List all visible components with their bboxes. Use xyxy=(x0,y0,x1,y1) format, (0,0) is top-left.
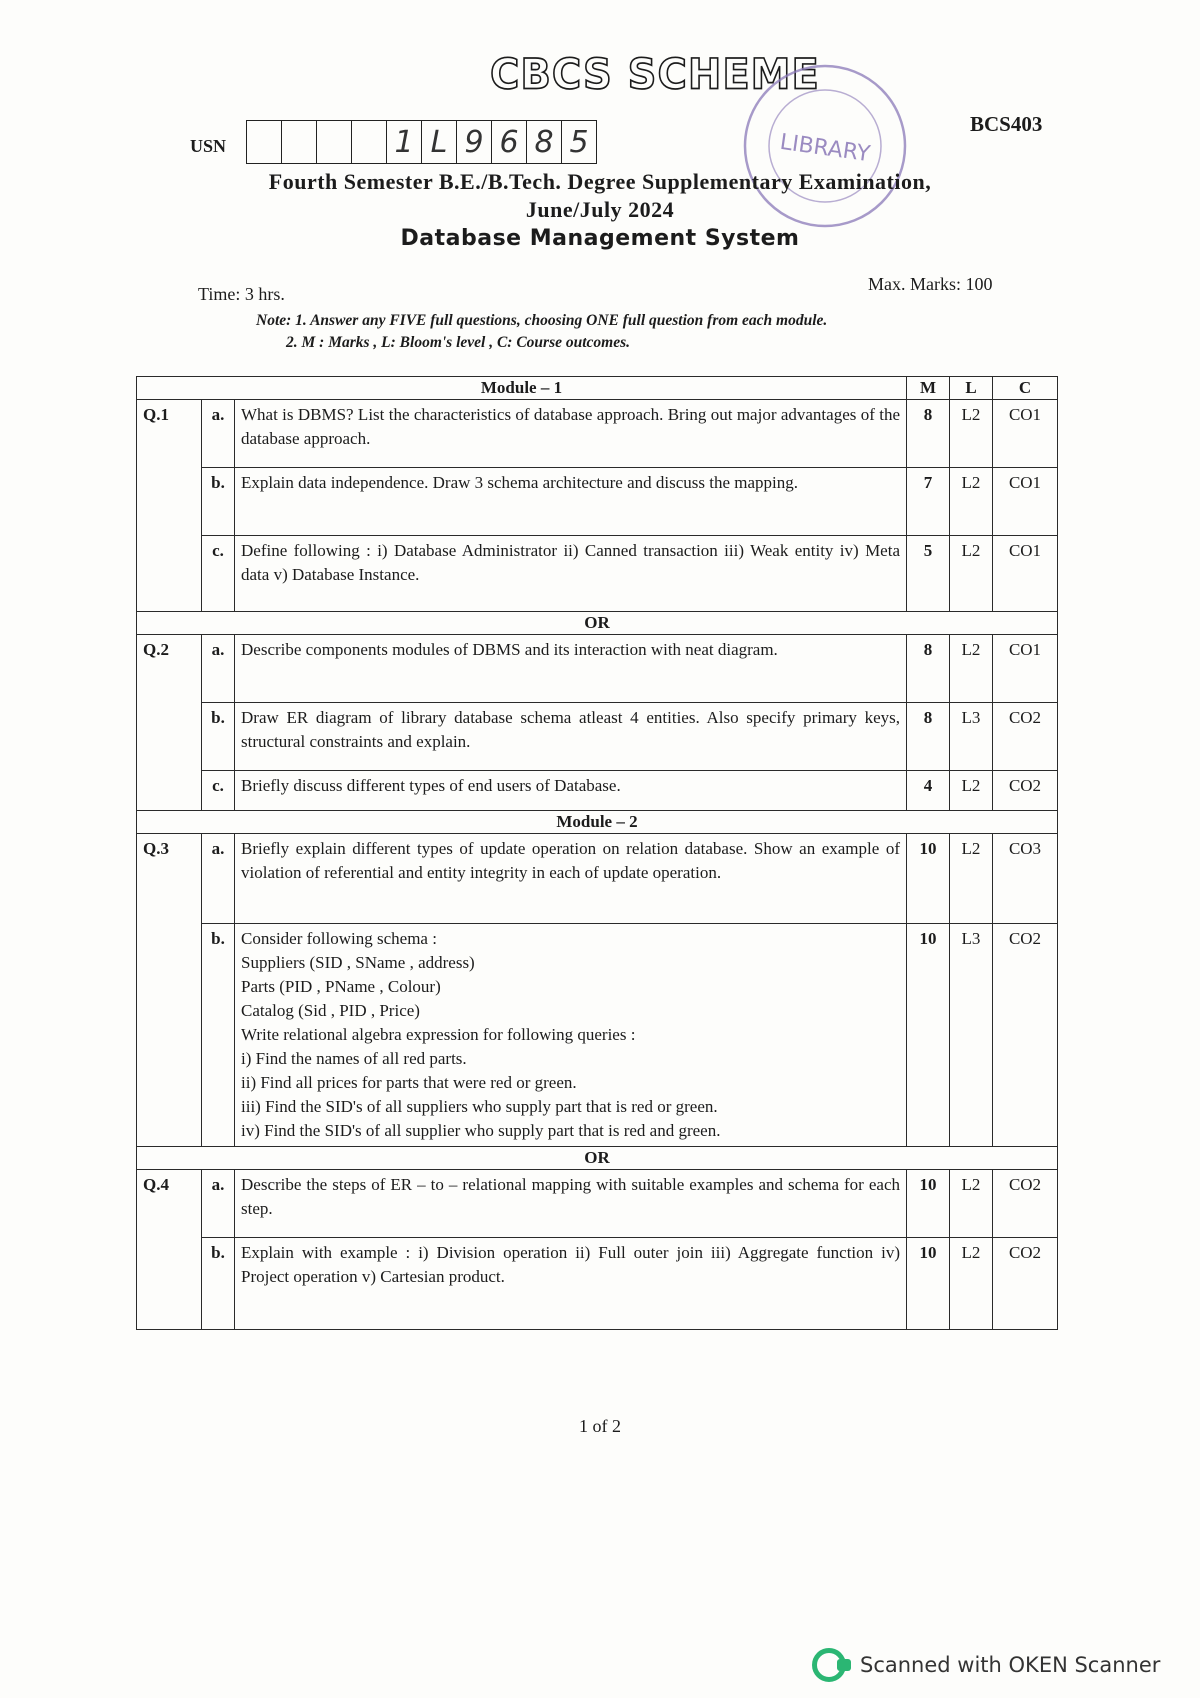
exam-title-line1: Fourth Semester B.E./B.Tech. Degree Supplementary Examination, xyxy=(268,169,932,194)
scanner-text: Scanned with OKEN Scanner xyxy=(860,1653,1161,1677)
marks: 10 xyxy=(907,834,950,924)
exam-title xyxy=(150,168,1050,224)
question-row xyxy=(137,635,1058,703)
sub-label: a. xyxy=(202,1170,235,1238)
course-outcome: CO2 xyxy=(993,1238,1058,1330)
module-title: Module – 1 xyxy=(137,377,907,400)
question-number: Q.2 xyxy=(137,635,202,811)
query-item: i) Find the names of all red parts. xyxy=(241,1049,467,1068)
stamp-text: LIBRARY xyxy=(778,129,872,168)
question-row xyxy=(137,468,1058,536)
blooms-level: L2 xyxy=(950,536,993,612)
question-row xyxy=(137,1170,1058,1238)
course-outcome: CO1 xyxy=(993,536,1058,612)
col-level: L xyxy=(950,377,993,400)
or-label: OR xyxy=(137,1147,1058,1170)
marks: 7 xyxy=(907,468,950,536)
question-text: Describe components modules of DBMS and its interaction with neat diagram. xyxy=(235,635,907,703)
question-text: Define following : i) Database Administrator ii) Canned transaction iii) Weak entity iv) Meta data v) Database Instance. xyxy=(235,536,907,612)
exam-title-line2: June/July 2024 xyxy=(525,197,675,222)
usn-box: 1 xyxy=(387,121,422,163)
usn-box xyxy=(352,121,387,163)
blooms-level: L2 xyxy=(950,1238,993,1330)
marks: 8 xyxy=(907,635,950,703)
schema-intro: Consider following schema : xyxy=(241,929,437,948)
blooms-level: L3 xyxy=(950,703,993,771)
question-table xyxy=(136,376,1058,1330)
query-intro: Write relational algebra expression for following queries : xyxy=(241,1025,636,1044)
question-text: Draw ER diagram of library database schema atleast 4 entities. Also specify primary keys, structural constraints and explain. xyxy=(235,703,907,771)
usn-box: L xyxy=(422,121,457,163)
usn-box xyxy=(282,121,317,163)
blooms-level: L2 xyxy=(950,771,993,811)
module-2-header xyxy=(137,811,1058,834)
module-1-header xyxy=(137,377,1058,400)
sub-label: b. xyxy=(202,924,235,1147)
course-outcome: CO2 xyxy=(993,703,1058,771)
question-row xyxy=(137,536,1058,612)
question-number: Q.1 xyxy=(137,400,202,612)
question-row xyxy=(137,400,1058,468)
max-marks: Max. Marks: 100 xyxy=(868,274,993,294)
or-separator xyxy=(137,612,1058,635)
blooms-level: L2 xyxy=(950,635,993,703)
question-row xyxy=(137,924,1058,1147)
scanner-watermark xyxy=(812,1648,1160,1682)
col-marks: M xyxy=(907,377,950,400)
question-text xyxy=(235,924,907,1147)
blooms-level: L2 xyxy=(950,468,993,536)
question-text: Briefly explain different types of update operation on relation database. Show an example of violation of referential and entity integrity in each of update operation. xyxy=(235,834,907,924)
query-item: ii) Find all prices for parts that were red or green. xyxy=(241,1073,577,1092)
col-outcome: C xyxy=(993,377,1058,400)
instructions xyxy=(256,310,827,354)
course-code: BCS403 xyxy=(970,112,1043,136)
course-outcome: CO3 xyxy=(993,834,1058,924)
module-title: Module – 2 xyxy=(137,811,1058,834)
usn-label: USN xyxy=(190,136,227,156)
question-row xyxy=(137,834,1058,924)
schema-suppliers: Suppliers (SID , SName , address) xyxy=(241,953,475,972)
scheme-heading: CBCS SCHEME xyxy=(490,50,820,100)
sub-label: c. xyxy=(202,536,235,612)
sub-label: c. xyxy=(202,771,235,811)
usn-box: 6 xyxy=(492,121,527,163)
subject-title: Database Management System xyxy=(400,226,800,251)
note-2: 2. M : Marks , L: Bloom's level , C: Course outcomes. xyxy=(286,334,631,351)
sub-label: b. xyxy=(202,1238,235,1330)
note-1: Note: 1. Answer any FIVE full questions, choosing ONE full question from each module. xyxy=(256,312,828,329)
course-outcome: CO2 xyxy=(993,1170,1058,1238)
question-text: What is DBMS? List the characteristics of database approach. Bring out major advantages of the database approach. xyxy=(235,400,907,468)
course-outcome: CO1 xyxy=(993,468,1058,536)
question-text: Explain with example : i) Division operation ii) Full outer join iii) Aggregate function iv) Project operation v) Cartesian product. xyxy=(235,1238,907,1330)
query-item: iv) Find the SID's of all supplier who supply part that is red and green. xyxy=(241,1121,721,1140)
marks: 5 xyxy=(907,536,950,612)
sub-label: b. xyxy=(202,468,235,536)
sub-label: a. xyxy=(202,400,235,468)
or-label: OR xyxy=(137,612,1058,635)
page-number: 1 of 2 xyxy=(579,1416,621,1436)
usn-box xyxy=(247,121,282,163)
usn-box: 5 xyxy=(569,124,589,160)
or-separator xyxy=(137,1147,1058,1170)
course-outcome: CO1 xyxy=(993,635,1058,703)
question-row xyxy=(137,1238,1058,1330)
usn-box: 8 xyxy=(527,121,562,163)
course-outcome: CO1 xyxy=(993,400,1058,468)
marks: 10 xyxy=(907,1170,950,1238)
blooms-level: L2 xyxy=(950,1170,993,1238)
blooms-level: L2 xyxy=(950,834,993,924)
usn-box: 9 xyxy=(457,121,492,163)
sub-label: a. xyxy=(202,635,235,703)
sub-label: a. xyxy=(202,834,235,924)
blooms-level: L3 xyxy=(950,924,993,1147)
sub-label: b. xyxy=(202,703,235,771)
question-number: Q.3 xyxy=(137,834,202,1147)
course-outcome: CO2 xyxy=(993,771,1058,811)
blooms-level: L2 xyxy=(950,400,993,468)
scanner-logo-icon xyxy=(812,1648,846,1682)
usn-boxes xyxy=(246,120,597,164)
schema-parts: Parts (PID , PName , Colour) xyxy=(241,977,441,996)
marks: 8 xyxy=(907,703,950,771)
question-text: Briefly discuss different types of end users of Database. xyxy=(235,771,907,811)
question-row xyxy=(137,703,1058,771)
question-number: Q.4 xyxy=(137,1170,202,1330)
time-allowed: Time: 3 hrs. xyxy=(198,284,285,304)
question-text: Explain data independence. Draw 3 schema architecture and discuss the mapping. xyxy=(235,468,907,536)
marks: 4 xyxy=(907,771,950,811)
question-text: Describe the steps of ER – to – relational mapping with suitable examples and schema for each step. xyxy=(235,1170,907,1238)
schema-catalog: Catalog (Sid , PID , Price) xyxy=(241,1001,420,1020)
marks: 10 xyxy=(907,924,950,1147)
marks: 10 xyxy=(907,1238,950,1330)
question-row xyxy=(137,771,1058,811)
course-outcome: CO2 xyxy=(993,924,1058,1147)
marks: 8 xyxy=(907,400,950,468)
usn-box xyxy=(317,121,352,163)
query-item: iii) Find the SID's of all suppliers who supply part that is red or green. xyxy=(241,1097,718,1116)
